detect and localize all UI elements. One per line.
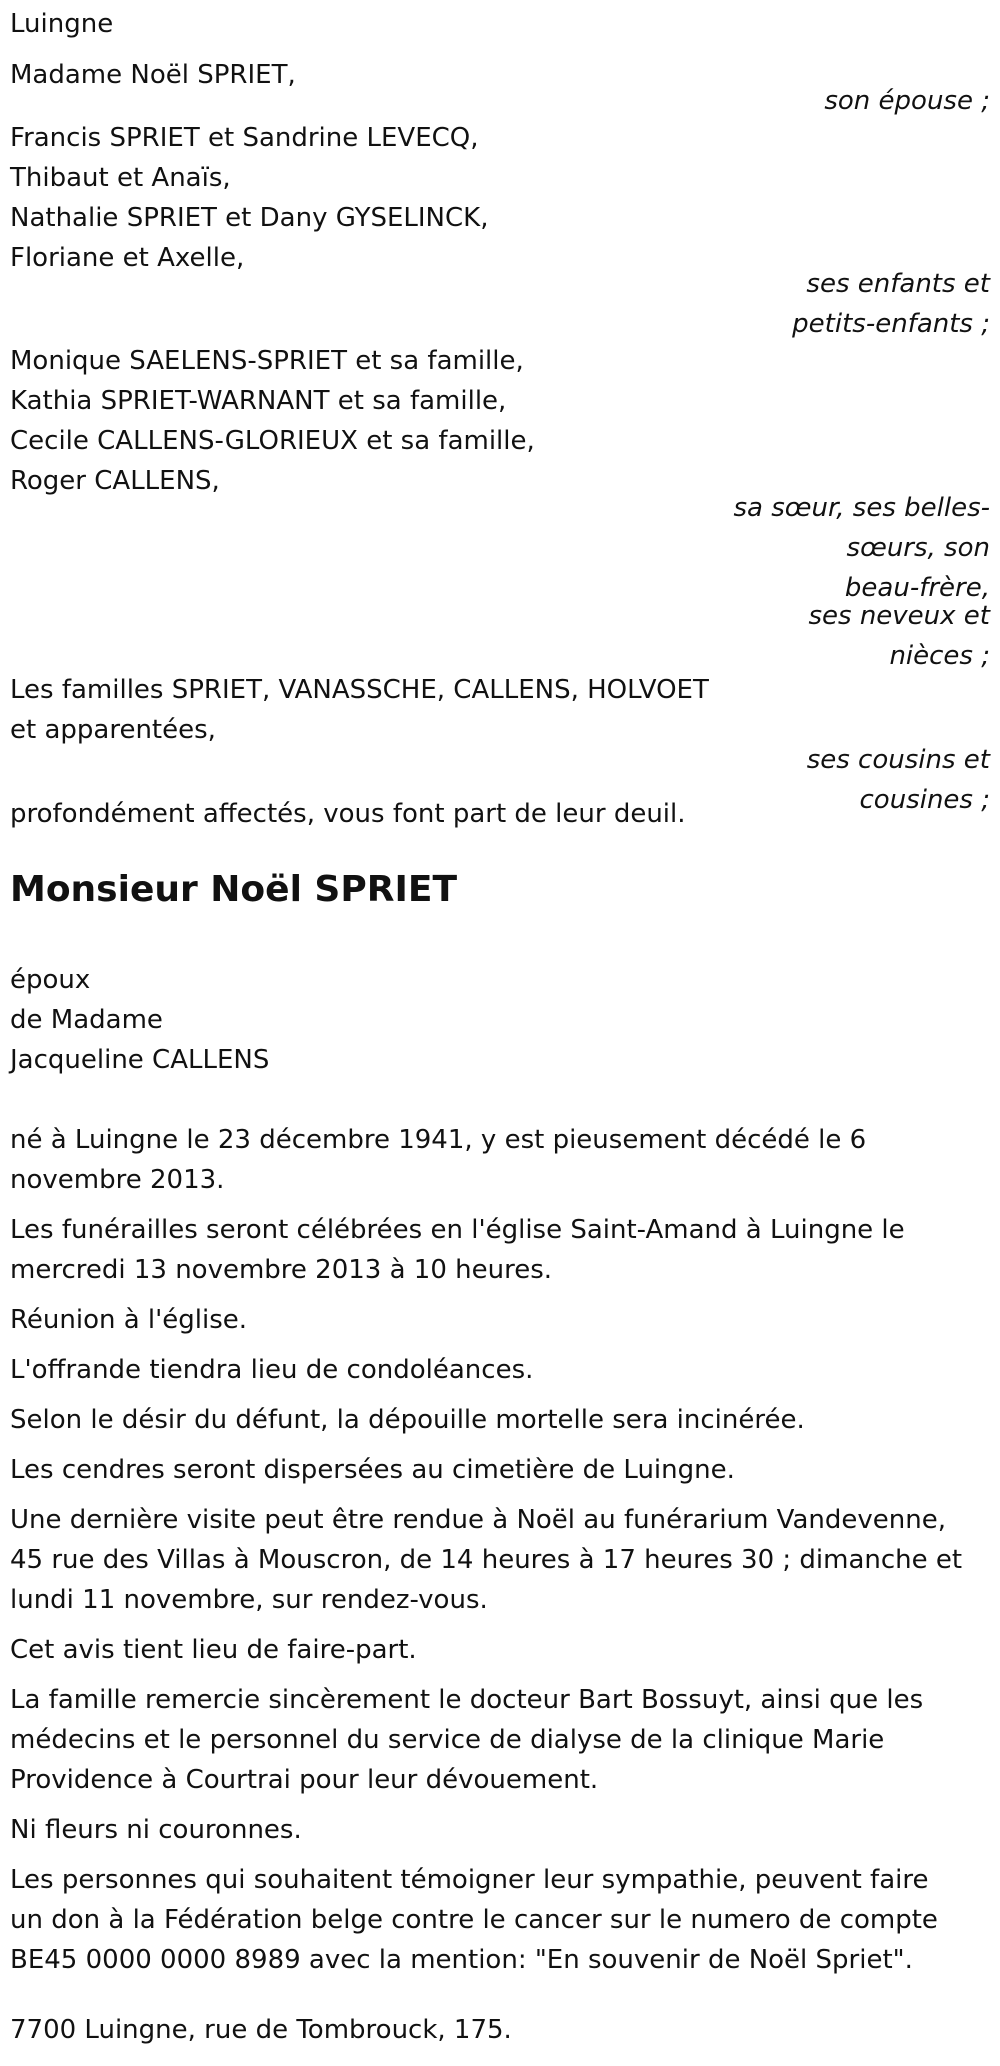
relation-line: ses enfants et [806, 269, 990, 299]
home-address: 7700 Luingne, rue de Tombrouck, 175. [10, 2015, 512, 2045]
spouse-of-line: de Madame [10, 1005, 163, 1035]
spouse-of-block [10, 960, 269, 1080]
paragraph-line: Selon le désir du défunt, la dépouille mortelle sera incinérée. [10, 1405, 805, 1435]
paragraph-line: Ni fleurs ni couronnes. [10, 1815, 302, 1845]
paragraph-line: Cet avis tient lieu de faire-part. [10, 1635, 417, 1665]
relation-line: sœurs, son [846, 533, 990, 563]
paragraph-line: Les personnes qui souhaitent témoigner leur sympathie, peuvent faire [10, 1865, 929, 1895]
paragraph-line: né à Luingne le 23 décembre 1941, y est pieusement décédé le 6 [10, 1125, 867, 1155]
paragraph-line: Les funérailles seront célébrées en l'église Saint-Amand à Luingne le [10, 1215, 905, 1245]
relation-line: cousines ; [859, 785, 990, 815]
relation-line: beau-frère, [844, 573, 990, 603]
relation-line: ses neveux et [808, 601, 990, 631]
paragraph-line: Les cendres seront dispersées au cimetière de Luingne. [10, 1455, 735, 1485]
place-header: Luingne [10, 9, 114, 39]
paragraph-line: La famille remercie sincèrement le docteur Bart Bossuyt, ainsi que les [10, 1685, 924, 1715]
relation-line: sa sœur, ses belles- [733, 493, 990, 523]
paragraph-line: BE45 0000 0000 8989 avec la mention: "En souvenir de Noël Spriet". [10, 1945, 913, 1975]
paragraph-line: novembre 2013. [10, 1165, 225, 1195]
notice-paragraph [10, 1860, 990, 1980]
notice-paragraph [10, 1810, 990, 1850]
notice-paragraph [10, 1210, 990, 1290]
notice-paragraph [10, 1400, 990, 1440]
notice-paragraph [10, 1300, 990, 1340]
paragraph-line: lundi 11 novembre, sur rendez-vous. [10, 1585, 488, 1615]
spouse-name: Madame Noël SPRIET, [10, 60, 296, 90]
paragraph-line: Une dernière visite peut être rendue à Noël au funérarium Vandevenne, [10, 1505, 946, 1535]
family-member: Kathia SPRIET-WARNANT et sa famille, [10, 386, 507, 416]
paragraph-line: Providence à Courtrai pour leur dévouement. [10, 1765, 599, 1795]
family-member: Cecile CALLENS-GLORIEUX et sa famille, [10, 426, 535, 456]
notice-body [10, 1120, 990, 1990]
spouse-of-line: époux [10, 965, 91, 995]
siblings-relation [733, 488, 990, 608]
deceased-name: Monsieur Noël SPRIET [10, 869, 458, 910]
cousins-list [10, 670, 709, 750]
paragraph-line: médecins et le personnel du service de dialyse de la clinique Marie [10, 1725, 885, 1755]
spouse-relation: son épouse ; [824, 86, 990, 116]
notice-paragraph [10, 1500, 990, 1620]
family-member: Roger CALLENS, [10, 466, 220, 496]
paragraph-line: Réunion à l'église. [10, 1305, 248, 1335]
paragraph-line: mercredi 13 novembre 2013 à 10 heures. [10, 1255, 553, 1285]
nephews-relation [808, 596, 990, 676]
family-member: et apparentées, [10, 715, 216, 745]
notice-paragraph [10, 1680, 990, 1800]
siblings-list [10, 341, 535, 501]
family-member: Les familles SPRIET, VANASSCHE, CALLENS, HOLVOET [10, 675, 709, 705]
family-member: Nathalie SPRIET et Dany GYSELINCK, [10, 203, 489, 233]
family-member: Francis SPRIET et Sandrine LEVECQ, [10, 123, 479, 153]
notice-paragraph [10, 1350, 990, 1390]
family-member: Thibaut et Anaïs, [10, 163, 231, 193]
relation-line: petits-enfants ; [792, 309, 990, 339]
relation-line: nièces ; [889, 641, 990, 671]
children-list [10, 118, 488, 278]
notice-paragraph [10, 1120, 990, 1200]
cousins-relation [807, 740, 990, 820]
relation-line: ses cousins et [806, 745, 990, 775]
family-member: Monique SAELENS-SPRIET et sa famille, [10, 346, 524, 376]
family-member: Floriane et Axelle, [10, 243, 245, 273]
spouse-of-line: Jacqueline CALLENS [10, 1045, 270, 1075]
notice-paragraph [10, 1630, 990, 1670]
paragraph-line: un don à la Fédération belge contre le cancer sur le numero de compte [10, 1905, 938, 1935]
notice-paragraph [10, 1450, 990, 1490]
children-relation [792, 264, 990, 344]
mourning-closing: profondément affectés, vous font part de leur deuil. [10, 799, 686, 829]
paragraph-line: L'offrande tiendra lieu de condoléances. [10, 1355, 534, 1385]
paragraph-line: 45 rue des Villas à Mouscron, de 14 heures à 17 heures 30 ; dimanche et [10, 1545, 963, 1575]
